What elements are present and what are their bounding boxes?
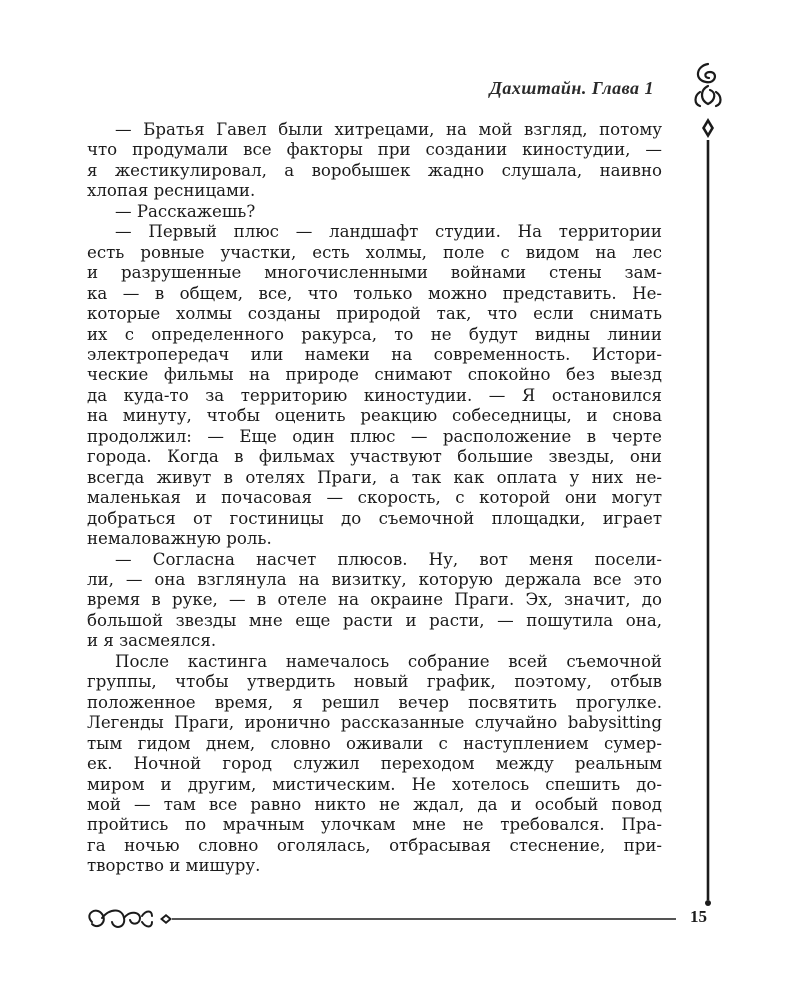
text-line: — Первый плюс — ландшафт студии. На территории [115,222,662,242]
text-line: всегда живут в отелях Праги, а так как оплата у них не- [87,467,662,487]
text-line: на минуту, чтобы оценить реакцию собеседницы, и снова [87,406,662,426]
text-line: — Согласна насчет плюсов. Ну, вот меня посели- [115,549,662,569]
text-line: электропередач или намеки на современность. Истори- [87,344,662,364]
text-line: ка — в общем, все, что только можно представить. Не- [87,283,662,303]
text-line: продолжил: — Еще один плюс — расположение в черте [87,426,662,446]
text-line: творство и мишуру. [87,856,261,876]
text-line: ческие фильмы на природе снимают спокойно без выезд [87,365,662,385]
text-line: добраться от гостиницы до съемочной площадки, играет [87,508,662,528]
text-line: хлопая ресницами. [87,181,256,201]
text-line: ек. Ночной город служил переходом между реальным [87,754,662,774]
text-line: После кастинга намечалось собрание всей съемочной [115,651,662,671]
text-line: и разрушенные многочисленными войнами стены зам- [87,263,662,283]
text-line: города. Когда в фильмах участвуют большие звезды, они [87,447,662,467]
text-line: пройтись по мрачным улочкам мне не требовался. Пра- [87,815,662,835]
text-line: — Братья Гавел были хитрецами, на мой взгляд, потому [115,120,662,139]
text-line: большой звезды мне еще расти и расти, — пошутила она, [87,610,662,630]
body-text [87,120,662,877]
text-line: их с определенного ракурса, то не будут видны линии [87,324,662,344]
text-line: группы, чтобы утвердить новый график, поэтому, отбыв [87,672,662,692]
running-header: Дахштайн. Глава 1 [489,78,654,98]
scroll-ornament-icon [696,64,721,106]
text-line: что продумали все факторы при создании киностудии, — [87,140,662,160]
text-line: и я засмеялся. [87,631,217,651]
text-line: — Расскажешь? [115,201,256,221]
text-line: тым гидом днем, словно оживали с наступлением сумер- [87,733,662,753]
text-line: да куда-то за территорию киностудии. — Я остановился [87,385,662,405]
text-line: миром и другим, мистическим. Не хотелось спешить до- [87,774,662,794]
text-line: положенное время, я решил вечер посвятить прогулке. [87,692,662,712]
flourish-ornament-icon [89,911,152,927]
text-line: есть ровные участки, есть холмы, поле с видом на лес [87,242,662,262]
text-line: которые холмы созданы природой так, что если снимать [87,304,662,324]
text-line: немаловажную роль. [87,529,272,549]
text-line: ли, — она взглянула на визитку, которую держала все это [87,569,662,589]
text-line: га ночью словно оголялась, отбрасывая стеснение, при- [87,835,662,855]
text-line: время в руке, — в отеле на окраине Праги. Эх, значит, до [87,590,662,610]
text-line: Легенды Праги, иронично рассказанные случайно babysitting [87,713,662,733]
rule-end-knob-icon [705,900,711,906]
page-number: 15 [690,907,707,926]
diamond-ornament-icon [702,118,714,138]
text-line: мой — там все равно никто не ждал, да и особый повод [87,794,662,814]
text-line: маленькая и почасовая — скорость, с которой они могут [87,488,662,508]
bottom-diamond-icon [160,914,172,924]
text-line: я жестикулировал, а воробышек жадно слушала, наивно [87,160,662,180]
